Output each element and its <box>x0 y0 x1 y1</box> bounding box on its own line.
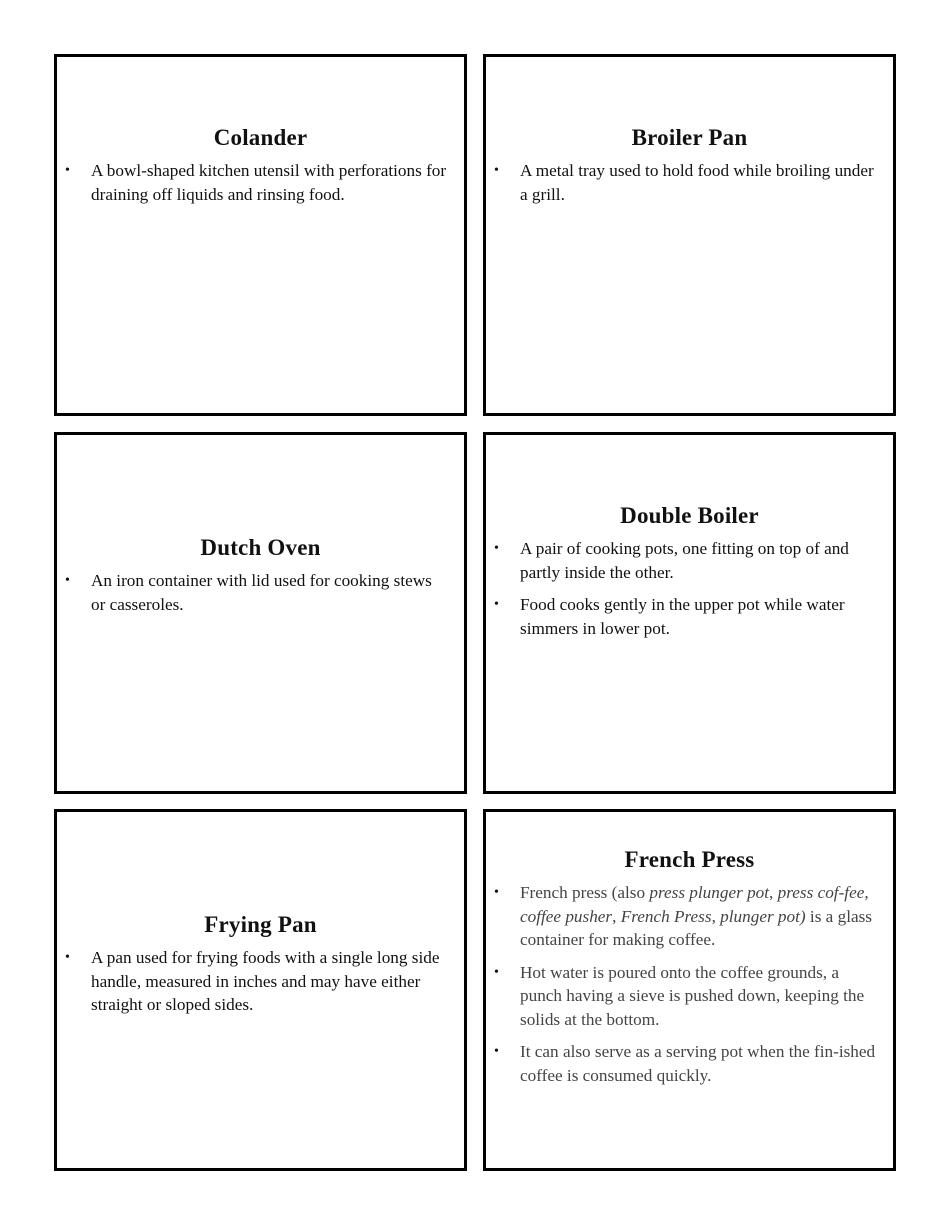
card-double-boiler <box>483 432 896 794</box>
list-item: • A bowl-shaped kitchen utensil with perforations for draining off liquids and rinsing food. <box>65 161 447 204</box>
bullet-list <box>65 946 450 1017</box>
card-title: Broiler Pan <box>631 125 748 150</box>
bullet-list <box>65 159 450 206</box>
card-broiler-pan <box>483 54 896 416</box>
list-item: • A metal tray used to hold food while broiling under a grill. <box>494 161 874 204</box>
list-item: • Food cooks gently in the upper pot while water simmers in lower pot. <box>494 595 845 638</box>
list-item: • An iron container with lid used for cooking stews or casseroles. <box>65 571 432 614</box>
card-title: Dutch Oven <box>200 535 321 560</box>
card-colander <box>54 54 467 416</box>
list-item: • French press (also press plunger pot, press cof-fee, coffee pusher, French Press, plunger pot) is a glass container for making coffee. <box>494 883 872 949</box>
card-dutch-oven <box>54 432 467 794</box>
list-item: • Hot water is poured onto the coffee grounds, a punch having a sieve is pushed down, keeping the solids at the bottom. <box>494 962 865 1029</box>
card-french-press <box>483 809 896 1171</box>
bullet-list <box>494 881 879 1087</box>
list-item: • A pan used for frying foods with a single long side handle, measured in inches and may have either straight or sloped sides. <box>65 948 440 1014</box>
bullet-list <box>65 569 450 616</box>
list-item: • It can also serve as a serving pot when the fin-ished coffee is consumed quickly. <box>494 1042 876 1085</box>
list-item: • A pair of cooking pots, one fitting on top of and partly inside the other. <box>494 539 849 582</box>
card-title: Colander <box>213 125 308 150</box>
card-title: Double Boiler <box>620 503 759 528</box>
card-title: Frying Pan <box>204 912 317 937</box>
card-frying-pan <box>54 809 467 1171</box>
bullet-list <box>494 159 879 206</box>
bullet-list <box>494 537 879 640</box>
card-title: French Press <box>624 847 755 872</box>
